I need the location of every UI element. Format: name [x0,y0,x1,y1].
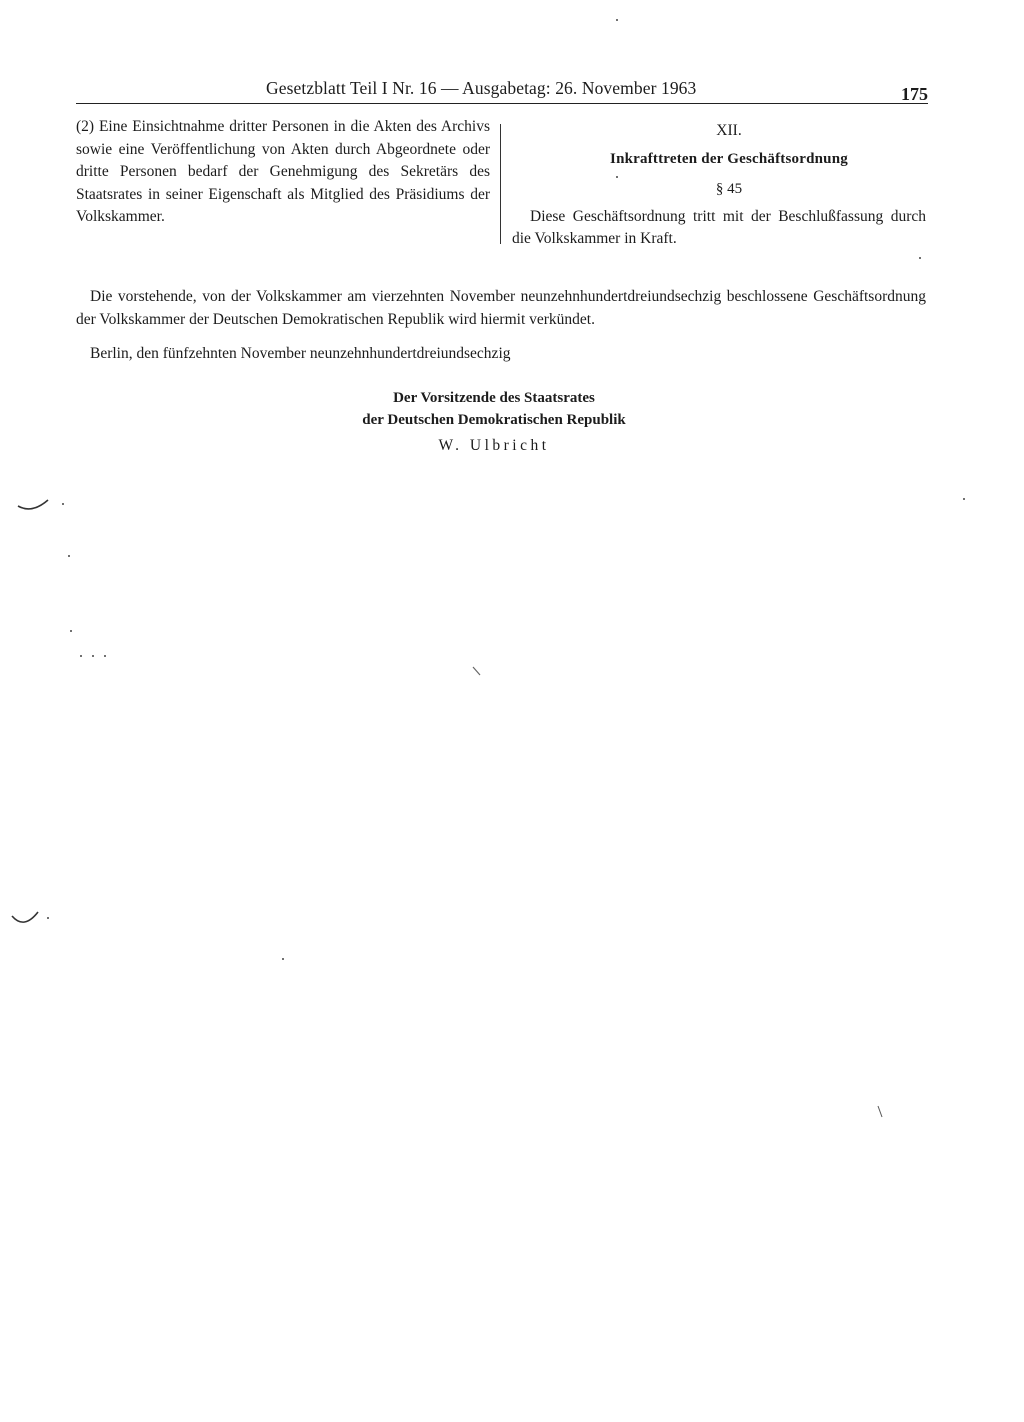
scan-speck [616,176,618,178]
left-column-paragraph: (2) Eine Einsichtnahme dritter Personen in die Akten des Archivs sowie eine Veröffentlichung von Akten durch Abgeordnete oder dritte Personen bedarf der Genehmigung des Sekretärs des Staatsrates in seiner Eigenschaft als Mitglied des Präsidiums der Volkskammer. [76,118,490,225]
scan-mark-lower-left [8,906,56,932]
scan-speck [963,498,965,500]
scan-mark-lower-right [876,1104,886,1120]
proclamation-text: Die vorstehende, von der Volkskammer am vierzehnten November neunzehnhundertdreiundsechzig beschlossene Geschäftsordnung der Volkskammer der Deutschen Demokratischen Republik wird hiermit verkündet. [76,288,926,328]
section-number: XII. [716,122,742,139]
header-rule [76,103,928,104]
scan-mark-upper-left [14,492,70,516]
signatory-title-line-2: der Deutschen Demokratischen Republik [362,412,626,428]
scan-speck [80,655,82,657]
scan-speck [68,555,70,557]
signatory-title-line-1: Der Vorsitzende des Staatsrates [393,390,595,406]
scan-mark-center [470,664,486,680]
signatory-name: W. Ulbricht [438,437,550,454]
scan-speck [70,630,72,632]
scan-speck [919,257,921,259]
scan-speck [616,19,618,21]
gazette-issue-title: Gesetzblatt Teil I Nr. 16 — Ausgabetag: 26. November 1963 [266,78,697,98]
paragraph-text: Diese Geschäftsordnung tritt mit der Beschlußfassung durch die Volkskammer in Kraft. [512,208,926,247]
scan-speck [92,655,94,657]
signature-block [294,387,694,455]
scan-speck [282,958,284,960]
place-and-date: Berlin, den fünfzehnten November neunzehnhundertdreiundsechzig [90,345,511,362]
running-header [76,76,928,106]
page-number: 175 [901,84,928,104]
paragraph-number: § 45 [715,181,743,197]
scan-speck [104,655,106,657]
section-title: Inkrafttreten der Geschäftsordnung [610,151,848,167]
right-column [512,120,926,250]
column-divider [500,124,501,244]
